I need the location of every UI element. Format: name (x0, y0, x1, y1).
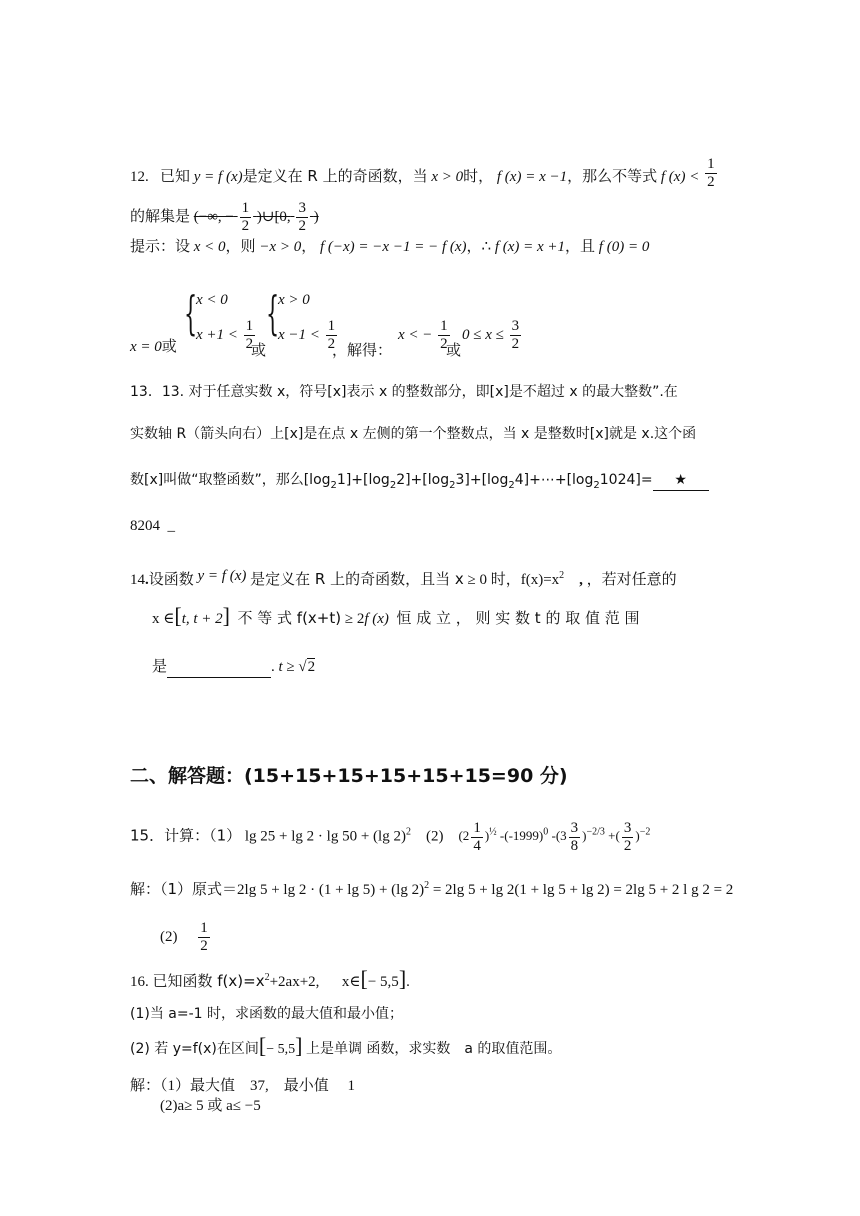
case-sol2: 0 ≤ x ≤ $\frac{3}{2}$ (462, 318, 520, 352)
answer-mid: )∪[0, (256, 208, 291, 225)
q15-sol2-frac (198, 920, 210, 955)
frac-num: 1 (440, 318, 448, 334)
q14-intro: 设函数 (148, 570, 194, 588)
q15-expr2: (2 $\frac{1}{4}$ )$^{\frac{1}{2}}$ $-(-1999)^0$ -(3 $\frac{3}{8}$ )$^{-2/3}$ +( $\frac{3}{2}$ )$^{-2}$ (458, 820, 651, 854)
q14-answer: t ≥ (278, 659, 295, 675)
frac-den: 2 (298, 218, 306, 234)
q15-line1 (130, 820, 650, 855)
sqrt-radicand: 2 (307, 659, 316, 675)
q12-hint (130, 236, 649, 257)
q12-fx-eq: y = f (x) (193, 168, 243, 185)
brace-left1: { (184, 286, 198, 340)
q13-trail: _ (167, 518, 175, 534)
case1-bottom: x +1 < $\frac{1}{2}$ (196, 318, 254, 352)
q15-sol-expr2: = 2lg 5 + lg 2(1 + lg 5 + lg 2) = 2lg 5 + 2 l g 2 = 2 (432, 882, 734, 898)
q16-line1: 16. 已知函数 $f(x)=x^2+2ax+2$, x∈[− 5,5]. (130, 966, 410, 991)
log-base: 2 (449, 479, 456, 491)
q16-p2c: a 的取值范围。 (464, 1041, 562, 1057)
log-base: 2 (330, 479, 337, 491)
q13-text3f: 1024]= (599, 472, 653, 488)
case1-top: x < 0 (196, 292, 228, 308)
q12-half-frac (705, 156, 717, 191)
q14-dot: . (145, 572, 149, 588)
q13-text3a: 数[x]叫做“取整函数”，那么[log (130, 472, 331, 488)
q14-answer-blank (167, 657, 271, 678)
section-heading: 二、解答题：(15+15+15+15+15+15=90 分) (130, 765, 568, 787)
q12-intro: 已知 (160, 166, 191, 185)
q12-ineq: f (x) < (660, 168, 700, 185)
q16-intro: 已知函数 f(x)=x (152, 972, 265, 990)
q12-line1 (130, 156, 719, 195)
q15-number: 15．计算：（1） (130, 826, 242, 845)
frac-den: 2 (511, 336, 520, 352)
case-sol1: x < − $\frac{1}{2}$ (398, 318, 448, 352)
hint-text4: ，且 (565, 237, 596, 255)
hint-negx-pos: −x > 0 (259, 239, 302, 255)
q12-cond: x > 0 (431, 168, 464, 185)
q16-p2a: (2) 若 y=f(x)在区间 (130, 1041, 259, 1057)
q16-p2: (2) 若 y=f(x)在区间[− 5,5] 上是单调 函数，求实数 a 的取值范围。 (130, 1033, 562, 1058)
q15-sol2-label: (2) (160, 928, 178, 945)
answer-frac-three-half (296, 200, 308, 235)
q16-p1: (1)当 a=-1 时，求函数的最大值和最小值； (130, 1006, 403, 1022)
q16-sol1: 解：（1）最大值 37, 最小值 1 (130, 1078, 356, 1094)
q16-interval: [ (258, 1033, 267, 1058)
q16-sol2: (2)a≥ 5 或 a≤ −5 (160, 1098, 261, 1114)
q14-text-l2b: 不 等 式 f(x+t) (237, 609, 342, 627)
q15-exp: 2 (405, 826, 411, 838)
sol2-frac (510, 318, 522, 353)
hint-text3: ，∴ (466, 237, 492, 255)
q13-line3 (130, 470, 709, 496)
hint-fx: f (x) = x +1 (494, 239, 566, 255)
q12-line2 (130, 200, 319, 235)
q13-answer-value: 8204 (130, 518, 160, 534)
frac-den: 2 (200, 938, 208, 954)
q13-text3d: 3]+[log (455, 472, 509, 488)
hint-text2: ， (301, 237, 317, 255)
q15-sol2 (160, 920, 212, 955)
frac-den: 2 (241, 218, 250, 234)
q16-exp: 2 (264, 972, 270, 983)
frac-num: 3 (511, 318, 520, 334)
q13-text3e: 4]+⋯+[log (514, 472, 594, 488)
hint-text1: ，则 (225, 237, 256, 255)
case2-top: x > 0 (278, 292, 310, 308)
q14-line3 (152, 656, 315, 678)
q14-text-l2c: 恒 成 立 ， 则 实 数 t 的 取 值 范 围 (396, 609, 640, 627)
q13-line2: 实数轴 R（箭头向右）上[x]是在点 x 左侧的第一个整数点，当 x 是整数时[x]就是 x.这个函 (130, 426, 697, 442)
q15-sol-expr: 2lg 5 + lg 2 · (1 + lg 5) + (lg 2) (237, 882, 425, 898)
q16-domain-interval: [ (360, 966, 368, 991)
q13-text3b: 1]+[log (336, 472, 390, 488)
frac-num: 1 (200, 920, 208, 936)
q12-number: 12. (130, 168, 149, 185)
q16-domain: x∈ (341, 974, 361, 990)
case-solve: ，解得： (332, 341, 393, 359)
frac-num: 3 (298, 200, 306, 216)
q13-answer (130, 516, 175, 536)
answer-left: (−∞, − (193, 208, 234, 225)
star-icon: ★ (674, 472, 687, 488)
q14-period: . (271, 659, 275, 675)
q14-line2: x ∈[t, t + 2] 不 等 式 f(x+t) ≥ 2f (x) 恒 成 立 ， 则 实 数 t 的 取 值 范 围 (152, 603, 640, 628)
q14-line1: 14.设函数 y = f (x) 是定义在 R 上的奇函数，且当 x ≥ 0 时，$f(x)=x^2$ , ，若对任意的 (130, 568, 677, 588)
log-base: 2 (389, 479, 397, 491)
q14-fx: y = f (x) (197, 568, 247, 584)
frac-num: 1 (327, 318, 336, 334)
hint-f-negx: f (−x) = −x −1 = − f (x) (319, 239, 467, 255)
q13-text3c: 2]+[log (396, 472, 450, 488)
q14-text1: 是定义在 R 上的奇函数，且当 x (250, 570, 464, 588)
frac-num: 1 (707, 156, 715, 172)
q14-exp: 2 (559, 570, 565, 581)
q13-line1 (130, 382, 678, 402)
q14-text2: 0 时，f(x)=x (479, 572, 560, 588)
case2-bottom: x −1 < $\frac{1}{2}$ (278, 318, 336, 352)
q13-answer-blank (653, 470, 709, 491)
log-base: 2 (593, 479, 600, 491)
case-or3: 或 (446, 341, 462, 359)
q15-part2: (2) (425, 828, 444, 845)
frac-den: 2 (327, 336, 336, 352)
frac-den: 2 (707, 174, 715, 190)
q14-text3: ，若对任意的 (586, 570, 677, 588)
q12-text1: 是定义在 R 上的奇函数，当 (242, 166, 428, 185)
q13-number: 13．13. (130, 384, 185, 400)
case-x0: x = 0或 (130, 337, 177, 355)
q14-x: x (152, 611, 160, 627)
hint-f0: f (0) = 0 (598, 239, 650, 255)
q15-sol-exp: 2 (424, 880, 430, 891)
q14-interval: [ (174, 603, 182, 628)
q12-text3: ，那么不等式 (567, 166, 658, 185)
q12-fx-def: f (x) = x −1 (496, 168, 568, 185)
case-or2: 或 (251, 341, 267, 359)
frac-den: 2 (440, 336, 448, 352)
q12-answer-prefix: 的解集是 (130, 206, 191, 225)
q12-text2: 时， (463, 166, 494, 185)
brace-left2: { (266, 286, 280, 340)
sqrt-icon: √2 (298, 659, 316, 675)
frac-num: 1 (241, 200, 250, 216)
log-base: 2 (508, 479, 515, 491)
q12-answer (193, 200, 319, 234)
hint-x-neg: x < 0 (193, 239, 226, 255)
q12-hint-label: 提示：设 (130, 237, 191, 255)
q15-sol-label: 解：（1）原式＝ (130, 880, 238, 898)
case-or1: 或 (161, 337, 177, 355)
q15-solution (130, 876, 733, 900)
q16-p2b: 上是单调 函数，求实数 (305, 1041, 451, 1057)
frac-den: 2 (245, 336, 254, 352)
q14-number: 14 (130, 572, 145, 588)
q14-text-l3a: 是 (152, 657, 168, 675)
q16-number: 16. (130, 974, 149, 990)
q13-text1: 对于任意实数 x，符号[x]表示 x 的整数部分，即[x]是不超过 x 的最大整数”.在 (188, 384, 678, 400)
q16-text1: +2ax+2, (269, 974, 320, 990)
answer-end: ) (313, 208, 319, 225)
answer-frac-half (240, 200, 252, 235)
frac-num: 1 (245, 318, 254, 334)
q15-expr1: lg 25 + lg 2 · lg 50 + (lg 2) (244, 828, 406, 845)
